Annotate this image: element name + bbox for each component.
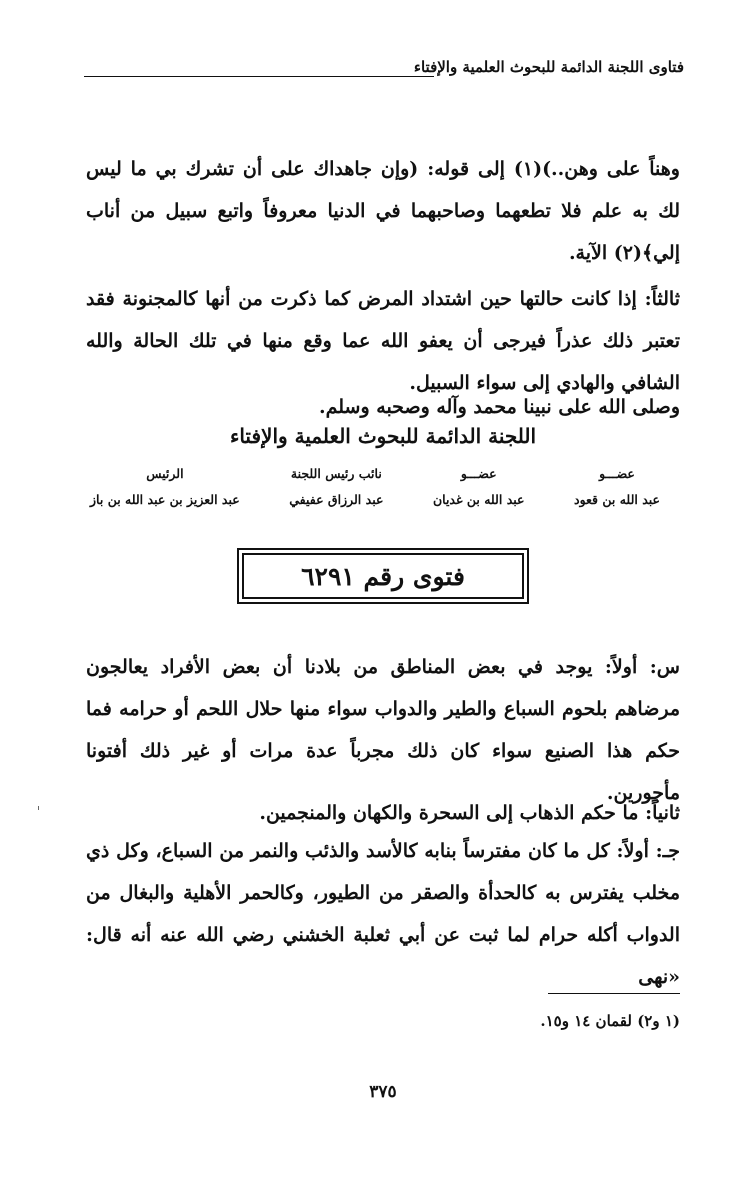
footnote: (١ و٢) لقمان ١٤ و١٥.	[540, 1012, 680, 1030]
signature-role: نائب رئيس اللجنة	[290, 466, 382, 481]
signature-member-2	[433, 466, 525, 526]
footnote-rule	[548, 993, 680, 994]
paragraph-text: ثالثاً: إذا كانت حالتها حين اشتداد المرض كما ذكرت من أنها كالمجنونة فقد تعتبر ذلك عذراً فيرجى أن يعفو الله عما وقع منها في تلك الحالة والله الشافي والهادي إلى سواء السبيل.	[86, 288, 680, 394]
signature-deputy	[289, 466, 383, 526]
signature-role: الرئيس	[146, 466, 184, 481]
paragraph-answer	[86, 830, 680, 998]
margin-mark	[38, 806, 39, 810]
paragraph-quran-quote	[86, 148, 680, 274]
signature-name: عبد الله بن غديان	[432, 492, 525, 507]
page-number: ٣٧٥	[369, 1082, 397, 1102]
signatures-row	[90, 466, 660, 526]
paragraph-question-first	[86, 646, 680, 814]
signature-chairman	[90, 466, 240, 526]
signature-role: عضـــو	[599, 466, 635, 481]
signature-role: عضـــو	[460, 466, 497, 481]
signature-member-1	[574, 466, 660, 526]
signature-name: عبد الرزاق عفيفي	[289, 492, 384, 507]
fatwa-number-title: فتوى رقم ٦٢٩١	[242, 553, 524, 599]
paragraph-question-second	[86, 792, 680, 834]
signature-name: عبد الله بن قعود	[574, 492, 660, 507]
paragraph-text: وهناً على وهن..)(١) إلى قوله: (وإن جاهداك على أن تشرك بي ما ليس لك به علم فلا تطعهما وصاحبهما في الدنيا معروفاً واتبع سبيل من أناب إلي﴾(٢) الآية.	[86, 158, 680, 264]
running-header-title: فتاوى اللجنة الدائمة للبحوث العلمية والإفتاء	[413, 58, 684, 76]
paragraph-closing-prayer	[86, 386, 680, 428]
paragraph-text: جـ: أولاً: كل ما كان مفترساً بنابه كالأسد والذئب والنمر من السباع، وكل ذي مخلب يفترس به كالحدأة والصقر من الطيور، وكالحمر الأهلية والبغال من الدواب أكله حرام لما ثبت عن أبي ثعلبة الخشني رضي الله عنه أنه قال: «نهى	[86, 840, 680, 988]
running-header	[84, 58, 684, 86]
paragraph-text: ثانياً: ما حكم الذهاب إلى السحرة والكهان والمنجمين.	[259, 802, 680, 824]
signature-name: عبد العزيز بن عبد الله بن باز	[90, 492, 240, 507]
paragraph-text: س: أولاً: يوجد في بعض المناطق من بلادنا أن بعض الأفراد يعالجون مرضاهم بلحوم السباع والطير والدواب سواء منها حلال اللحم أو حرامه فما حكم هذا الصنيع سواء كان ذلك مجرباً عدة مرات أو غير ذلك أفتونا مأجورين.	[86, 656, 680, 804]
header-rule	[84, 76, 434, 77]
paragraph-text: وصلى الله على نبينا محمد وآله وصحبه وسلم.	[319, 396, 680, 418]
committee-name: اللجنة الدائمة للبحوث العلمية والإفتاء	[229, 424, 537, 448]
